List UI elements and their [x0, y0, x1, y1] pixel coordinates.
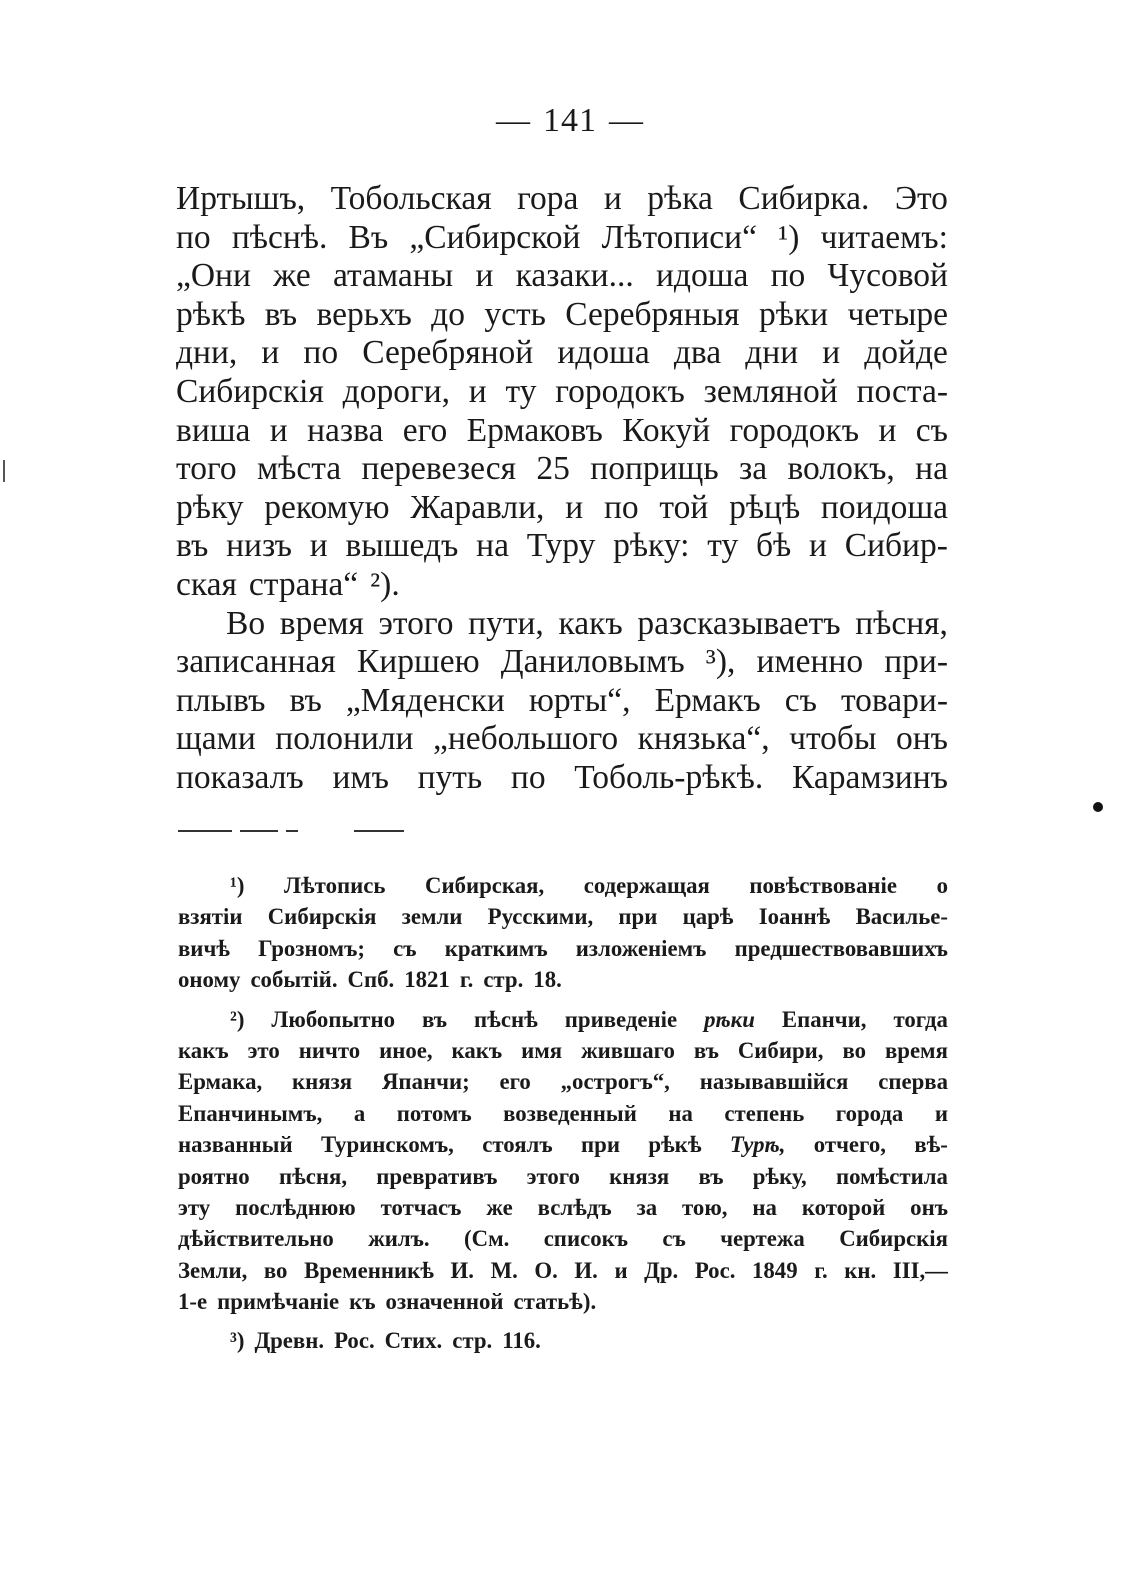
- footnote-word: ничто: [298, 1037, 361, 1063]
- footnote-word: же: [486, 1194, 513, 1220]
- word: князька“,: [637, 720, 770, 758]
- ink-speck: [1093, 802, 1103, 812]
- footnote-word: князя: [292, 1069, 353, 1095]
- footnote-word: отчего,: [813, 1132, 886, 1158]
- footnote-word: г.: [459, 967, 474, 993]
- footnote-word: Рос.: [694, 1257, 736, 1283]
- word: разсказываетъ: [637, 604, 841, 642]
- word: и: [468, 372, 487, 410]
- footnote-word: при: [581, 1132, 620, 1158]
- word: Сибирскія: [176, 372, 324, 410]
- footnote-line: [178, 1004, 948, 1035]
- footnote-word: рѣки: [704, 1006, 755, 1032]
- word: плывъ: [176, 681, 266, 719]
- footnote-word: возведенный: [503, 1100, 637, 1126]
- word: въ: [176, 527, 209, 565]
- word: Даниловымъ: [500, 643, 685, 681]
- word: же: [273, 257, 311, 295]
- footnote-word: это: [247, 1037, 280, 1063]
- footnote-word: а: [353, 1100, 366, 1126]
- word: верьхъ: [316, 295, 412, 333]
- word: съ: [784, 681, 817, 719]
- word: дни: [745, 334, 799, 372]
- word: онъ: [895, 720, 948, 758]
- footnote-word: во: [842, 1037, 866, 1063]
- word: рекомую: [264, 488, 390, 526]
- word: пути,: [468, 604, 544, 642]
- main-text-body: [176, 180, 948, 798]
- word: Въ: [348, 218, 389, 256]
- footnote-word: имя: [521, 1037, 563, 1063]
- word: за: [738, 450, 768, 488]
- footnote-word: и: [614, 1257, 628, 1283]
- footnote-word: пѣсня,: [278, 1163, 348, 1189]
- word: Жаравли,: [410, 488, 545, 526]
- header-dash-left: —: [496, 102, 531, 139]
- footnote-line: [178, 1066, 948, 1097]
- word: 25: [536, 450, 570, 488]
- footnote-word: при: [618, 904, 658, 930]
- footnote-line: [178, 1129, 948, 1160]
- footnote-word: вѣ-: [914, 1132, 948, 1158]
- word: по: [176, 218, 211, 256]
- text-line: [176, 450, 948, 489]
- text-line: [176, 296, 948, 335]
- footnote-gap: [178, 1317, 948, 1325]
- footnote-word: въ: [698, 1163, 724, 1189]
- scan-edge-mark: [3, 460, 5, 482]
- word: Ермакъ: [654, 681, 761, 719]
- word: по: [510, 758, 546, 796]
- word: „небольшого: [432, 720, 619, 758]
- word: Сибир-: [844, 527, 948, 565]
- footnote-word: тотчасъ: [380, 1194, 462, 1220]
- word: ту: [707, 527, 739, 565]
- footnote-word: III,—: [892, 1257, 948, 1283]
- word: Кокуй: [622, 411, 711, 449]
- footnote-word: время: [884, 1037, 948, 1063]
- footnote-line: [178, 1098, 948, 1129]
- word: Лѣтописи“: [601, 218, 757, 256]
- word: Ермаковъ: [466, 411, 603, 449]
- footnote-word: вслѣдъ: [537, 1194, 612, 1220]
- word: четыре: [847, 295, 948, 333]
- footnote-word: пѣснѣ: [474, 1006, 538, 1032]
- word: съ: [915, 411, 948, 449]
- footnote-3: [178, 1325, 948, 1356]
- word: атаманы: [333, 257, 454, 295]
- footnote-word: 1-е: [178, 1289, 208, 1315]
- word: юрты“,: [528, 681, 631, 719]
- word: Сибирка.: [738, 180, 870, 217]
- footnote-word: 1849: [752, 1257, 798, 1283]
- footnote-line: [178, 1255, 948, 1286]
- word: той: [659, 488, 709, 526]
- footnote-word: его: [499, 1069, 531, 1095]
- word: ту: [505, 372, 537, 410]
- footnote-word: чертежа: [720, 1226, 805, 1252]
- footnote-word: съ: [662, 1226, 686, 1252]
- footnote-word: тогда: [893, 1006, 948, 1032]
- word: казаки...: [515, 257, 634, 295]
- word: и: [603, 180, 622, 217]
- footnote-word: событій.: [250, 967, 338, 993]
- footnote-word: какъ: [451, 1037, 503, 1063]
- footnote-word: Епанчинымъ,: [178, 1100, 323, 1126]
- footnote-word: онъ: [910, 1194, 948, 1220]
- footnote-word: въ: [693, 1037, 719, 1063]
- footnote-word: Епанчи,: [781, 1006, 867, 1032]
- footnote-word: Сибирская,: [425, 873, 545, 898]
- text-line: [176, 219, 948, 258]
- word: низъ: [226, 527, 292, 565]
- footnote-word: Временникѣ: [304, 1257, 434, 1283]
- footnote-word: во: [263, 1257, 288, 1283]
- footnote-word: Стих.: [384, 1328, 443, 1354]
- word: и: [565, 488, 584, 526]
- word: и: [475, 257, 494, 295]
- word: время: [279, 604, 364, 642]
- word: земляной: [703, 372, 838, 410]
- word: волокъ,: [787, 450, 895, 488]
- footnote-word: Русскими,: [487, 904, 594, 930]
- footnote-word: О.: [534, 1257, 558, 1283]
- word: дни,: [176, 334, 238, 372]
- footnote-word: жилъ.: [368, 1226, 430, 1252]
- word: ³),: [705, 643, 736, 681]
- footnote-word: Любопытно: [271, 1006, 395, 1032]
- footnote-line: [178, 933, 948, 964]
- footnote-word: 116.: [502, 1328, 541, 1354]
- word: и: [878, 411, 897, 449]
- footnote-word: называвшійся: [699, 1069, 849, 1095]
- word: Во: [226, 604, 266, 642]
- footnote-word: Сибири,: [737, 1037, 824, 1063]
- footnote-word: царѣ: [682, 904, 734, 930]
- footnote-word: краткимъ: [444, 935, 548, 961]
- text-line: [176, 527, 948, 566]
- text-line: [176, 489, 948, 528]
- word: мѣста: [256, 450, 342, 488]
- footnote-word: стр.: [483, 967, 524, 993]
- footnote-word: И.: [574, 1257, 598, 1283]
- word: назва: [307, 411, 384, 449]
- footnote-word: Турѣ,: [729, 1132, 786, 1158]
- word: вышедъ: [345, 527, 459, 565]
- word: „Мяденски: [345, 681, 505, 719]
- footnote-word: потомъ: [396, 1100, 472, 1126]
- word: страна“: [248, 565, 359, 603]
- word: идоша: [557, 334, 650, 372]
- word: Это: [894, 180, 948, 217]
- footnote-word: „острогъ“,: [560, 1069, 670, 1095]
- footnote-word: какъ: [178, 1037, 229, 1063]
- footnote-word: послѣднюю: [235, 1194, 356, 1220]
- word: „Они: [176, 257, 251, 295]
- footnote-word: Др.: [644, 1257, 679, 1283]
- word: на: [915, 450, 948, 488]
- word: пѣсня,: [855, 604, 948, 642]
- header-dash-right: —: [609, 102, 644, 139]
- footnote-word: оному: [178, 967, 241, 993]
- footnote-line: [178, 901, 948, 932]
- text-line: [176, 682, 948, 721]
- text-line: [176, 412, 948, 451]
- footnote-word: содержащая: [583, 873, 710, 898]
- word: рѣцѣ: [729, 488, 801, 526]
- word: гора: [517, 180, 579, 217]
- footnote-word: Сибирскія: [839, 1226, 948, 1252]
- word: Карамзинъ: [791, 758, 948, 796]
- footnote-word: о: [936, 873, 948, 898]
- footnote-word: (См.: [464, 1226, 510, 1252]
- text-line: [176, 180, 948, 219]
- word: какъ: [558, 604, 623, 642]
- text-line: [176, 720, 948, 759]
- word: по: [303, 334, 339, 372]
- footnote-word: которой: [801, 1194, 886, 1220]
- word: пѣснѣ.: [231, 218, 328, 256]
- footnote-2: [178, 1004, 948, 1318]
- footnote-gap: [178, 996, 948, 1004]
- footnote-word: Туринскомъ,: [320, 1132, 454, 1158]
- footnote-word: помѣстила: [835, 1163, 948, 1189]
- word: ¹): [778, 218, 800, 256]
- word: именно: [756, 643, 864, 681]
- footnote-word: повѣствованіе: [749, 873, 897, 898]
- footnote-word: Древн.: [254, 1328, 325, 1354]
- text-line: [176, 566, 948, 605]
- word: этого: [378, 604, 454, 642]
- word: чтобы: [789, 720, 877, 758]
- page-number: 141: [543, 102, 597, 139]
- footnote-word: М.: [490, 1257, 518, 1283]
- word: Киршею: [356, 643, 480, 681]
- word: Тобольская: [330, 180, 492, 217]
- word: того: [176, 450, 237, 488]
- footnote-marker: ²): [230, 1006, 245, 1032]
- footnote-word: изложеніемъ: [575, 935, 707, 961]
- footnote-word: тою,: [682, 1194, 728, 1220]
- footnote-word: степень: [724, 1100, 805, 1126]
- word: и: [269, 411, 288, 449]
- text-line: [176, 643, 948, 682]
- footnote-word: Сибирскія: [267, 904, 377, 930]
- footnote-word: роятно: [178, 1163, 250, 1189]
- footnote-word: стр.: [452, 1328, 493, 1354]
- footnote-word: съ: [393, 935, 417, 961]
- footnote-word: статьѣ).: [513, 1289, 597, 1315]
- footnote-marker: ¹): [230, 873, 245, 898]
- word: до: [431, 295, 465, 333]
- word: рѣка: [647, 180, 713, 217]
- footnotes-block: [178, 870, 948, 1357]
- word: полонили: [275, 720, 414, 758]
- footnote-word: 1821: [404, 967, 450, 993]
- footnote-word: названный: [178, 1132, 293, 1158]
- footnote-word: къ: [349, 1289, 376, 1315]
- footnote-word: стоялъ: [482, 1132, 553, 1158]
- word: усть: [484, 295, 546, 333]
- word: бѣ: [755, 527, 792, 565]
- word: читаемъ:: [820, 218, 948, 256]
- footnote-word: жившаго: [581, 1037, 675, 1063]
- word: рѣку: [176, 488, 244, 526]
- footnote-line: [178, 1161, 948, 1192]
- text-line: [176, 759, 948, 798]
- word: Иртышъ,: [176, 180, 306, 217]
- separator-segment: [286, 830, 298, 832]
- footnote-word: Лѣтопись: [284, 873, 386, 898]
- footnote-line: [178, 1223, 948, 1254]
- footnote-line: [178, 1192, 948, 1223]
- footnote-word: дѣйствительно: [178, 1226, 334, 1252]
- footnote-word: Япанчи;: [381, 1069, 470, 1095]
- footnote-word: г.: [814, 1257, 828, 1283]
- footnote-marker: ³): [230, 1328, 245, 1354]
- footnote-word: Рос.: [334, 1328, 375, 1354]
- word: въ: [264, 295, 298, 333]
- footnote-word: предшествовавшихъ: [734, 935, 948, 961]
- word: товари-: [840, 681, 948, 719]
- footnote-word: на: [752, 1194, 777, 1220]
- footnote-word: сперва: [878, 1069, 948, 1095]
- word: Серебряной: [362, 334, 534, 372]
- footnote-word: Ермака,: [178, 1069, 263, 1095]
- footnote-word: Іоаннѣ: [758, 904, 831, 930]
- word: Чусовой: [827, 257, 948, 295]
- text-line: [176, 605, 948, 644]
- footnote-word: взятіи: [178, 904, 243, 930]
- word: поприщь: [590, 450, 719, 488]
- word: по: [603, 488, 639, 526]
- word: перевезеся: [361, 450, 517, 488]
- footnote-word: на: [668, 1100, 693, 1126]
- footnote-word: земли: [401, 904, 463, 930]
- footnote-word: приведеніе: [564, 1006, 678, 1032]
- footnote-word: Земли,: [178, 1257, 248, 1283]
- separator-segment: [178, 830, 232, 832]
- word: дойде: [864, 334, 948, 372]
- word: въ: [289, 681, 322, 719]
- footnote-word: и: [934, 1100, 948, 1126]
- footnote-word: эту: [178, 1194, 211, 1220]
- text-line: [176, 334, 948, 373]
- footnote-word: рѣкѣ: [648, 1132, 702, 1158]
- word: ская: [176, 565, 237, 603]
- footnote-line: [178, 1035, 948, 1066]
- footnote-line: [178, 1325, 948, 1356]
- word: городокъ: [729, 411, 860, 449]
- separator-segment: [354, 830, 404, 832]
- word: рѣку:: [613, 527, 690, 565]
- footnote-separator: [178, 830, 418, 834]
- footnote-line: [178, 1286, 948, 1317]
- footnote-word: этого: [526, 1163, 580, 1189]
- footnote-line: [178, 870, 948, 901]
- footnote-word: Спб.: [347, 967, 395, 993]
- footnote-word: означенной: [385, 1289, 504, 1315]
- word: Туру: [526, 527, 596, 565]
- footnote-word: кн.: [844, 1257, 877, 1283]
- word: идоша: [655, 257, 749, 295]
- word: Тоболь-рѣкѣ.: [574, 758, 764, 796]
- word: поста-: [856, 372, 948, 410]
- word: рѣки: [758, 295, 829, 333]
- footnote-word: И.: [450, 1257, 474, 1283]
- footnote-word: списокъ: [543, 1226, 629, 1252]
- footnote-word: за: [636, 1194, 658, 1220]
- footnote-word: 18.: [533, 967, 562, 993]
- text-line: [176, 373, 948, 412]
- word: и: [261, 334, 280, 372]
- word: виша: [176, 411, 251, 449]
- text-line: [176, 257, 948, 296]
- footnote-word: вичѣ: [178, 935, 230, 961]
- footnote-word: князя: [609, 1163, 670, 1189]
- footnote-word: города: [835, 1100, 904, 1126]
- word: городокъ: [555, 372, 685, 410]
- separator-segment: [240, 830, 278, 832]
- word: записанная: [176, 643, 336, 681]
- word: щами: [176, 720, 256, 758]
- word: при-: [884, 643, 948, 681]
- word: показалъ: [176, 758, 304, 796]
- word: дороги,: [342, 372, 450, 410]
- word: Серебряныя: [565, 295, 740, 333]
- footnote-word: превративъ: [376, 1163, 498, 1189]
- footnote-word: примѣчаніе: [217, 1289, 340, 1315]
- word: и: [309, 527, 328, 565]
- word: имъ: [332, 758, 389, 796]
- footnote-line: [178, 964, 948, 995]
- word: два: [673, 334, 722, 372]
- word: его: [402, 411, 448, 449]
- word: и: [809, 527, 827, 565]
- footnote-word: Василье-: [855, 904, 948, 930]
- word: ²).: [370, 565, 400, 603]
- footnote-word: Грозномъ;: [258, 935, 365, 961]
- footnote-1: [178, 870, 948, 996]
- word: по: [770, 257, 806, 295]
- word: рѣкѣ: [176, 295, 246, 333]
- word: путь: [417, 758, 483, 796]
- word: и: [822, 334, 841, 372]
- footnote-word: рѣку,: [752, 1163, 807, 1189]
- footnote-word: иное,: [379, 1037, 433, 1063]
- footnote-word: въ: [421, 1006, 448, 1032]
- page-header: [0, 102, 1140, 140]
- word: на: [476, 527, 509, 565]
- word: поидоша: [820, 488, 948, 526]
- word: „Сибирской: [409, 218, 581, 256]
